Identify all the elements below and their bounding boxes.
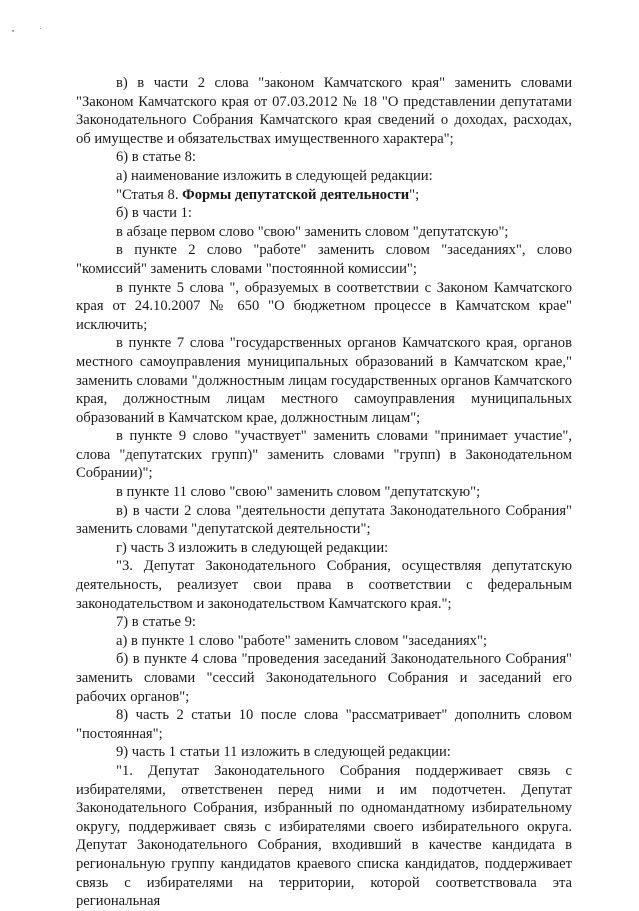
paragraph: 9) часть 1 статьи 11 изложить в следующей редакции:	[116, 744, 451, 761]
paragraph: в) в части 2 слова "законом Камчатского края" заменить словами "Законом Камчатского края от 07.03.2012 № 18 "О представлении депутатами Законодательного Собрания Камчатского края сведений о доходах, расходах, об имуществе и обязательствах имущественного характера";	[76, 75, 572, 147]
document-body	[76, 74, 572, 911]
paragraph: а) в пункте 1 слово "работе" заменить словом "заседаниях";	[116, 632, 487, 649]
paragraph: а) наименование изложить в следующей редакции:	[116, 167, 433, 184]
paragraph: в пункте 11 слово "свою" заменить словом "депутатскую";	[116, 484, 481, 501]
paragraph: "3. Депутат Законодательного Собрания, осуществляя депутатскую деятельность, реализует свои права в соответствии с федеральным законодательством и законодательством Камчатского края.";	[76, 558, 572, 612]
paragraph: в пункте 7 слова "государственных органов Камчатского края, органов местного самоуправления муниципальных образований в Камчатском крае," заменить словами "должностным лицам государственных органов Камчатского края, должностным лицам местного самоуправления муниципальных образований в Камчатском крае, должностным лицам";	[76, 335, 572, 426]
paragraph-article-title	[76, 186, 572, 205]
paragraph: б) в пункте 4 слова "проведения заседаний Законодательного Собрания" заменить словами "сессий Законодательного Собрания и заседаний его рабочих органов";	[76, 651, 572, 705]
paragraph: 8) часть 2 статьи 10 после слова "рассматривает" дополнить словом "постоянная";	[76, 707, 572, 742]
scan-speck	[12, 30, 14, 32]
paragraph: в) в части 2 слова "деятельности депутата Законодательного Собрания" заменить словами "депутатской деятельности";	[76, 502, 572, 538]
paragraph: 7) в статье 9:	[116, 614, 196, 631]
article-title-prefix: "Статья 8.	[116, 186, 183, 203]
paragraph: в абзаце первом слово "свою" заменить словом "депутатскую";	[116, 223, 509, 240]
paragraph: в пункте 9 слово "участвует" заменить словами "принимает участие", слова "депутатских групп)" заменить словами "групп) в Законодательном Собрании)";	[76, 428, 572, 482]
scan-speck	[280, 72, 281, 73]
scan-speck	[40, 28, 41, 29]
paragraph: 6) в статье 8:	[116, 149, 196, 166]
paragraph: г) часть 3 изложить в следующей редакции:	[116, 539, 389, 556]
paragraph: "1. Депутат Законодательного Собрания поддерживает связь с избирателями, ответственен перед ними и им подотчетен. Депутат Законодательного Собрания, избранный по одномандатному избирательному округу, поддерживает связь с избирателями своего избирательного округа. Депутат Законодательного Собрания, входивший в качестве кандидата в региональную группу кандидатов краевого списка кандидатов, поддерживает связь с избирателями на территории, которой соответствовала эта региональная	[76, 762, 572, 910]
article-title-bold: Формы депутатской деятельности	[182, 186, 410, 203]
article-title-suffix: ";	[409, 186, 420, 203]
paragraph: б) в части 1:	[116, 205, 192, 222]
paragraph: в пункте 5 слова ", образуемых в соответствии с Законом Камчатского края от 24.10.2007 № 650 "О бюджетном процессе в Камчатском крае" исключить;	[76, 279, 572, 333]
paragraph: в пункте 2 слово "работе" заменить словом "заседаниях", слово "комиссий" заменить словами "постоянной комиссии";	[76, 242, 572, 277]
